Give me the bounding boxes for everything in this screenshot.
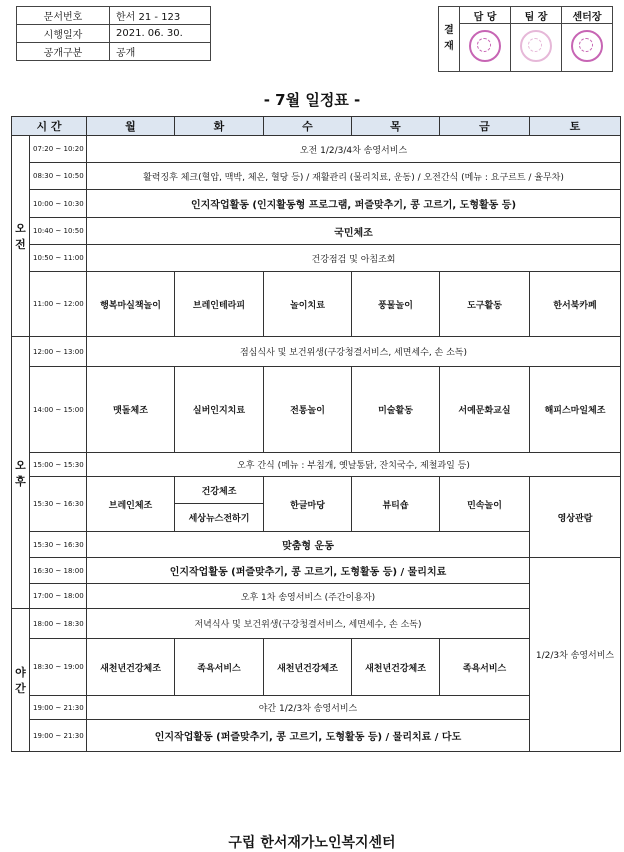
disclosure-label: 공개구분 [17, 43, 110, 61]
table-row [12, 532, 621, 558]
time-cell: 07:20 ~ 10:20 [30, 136, 87, 163]
sat-evening-cell: 1/2/3차 송영서비스 [530, 558, 621, 752]
header-day-mon: 월 [87, 117, 175, 136]
time-cell: 15:00 ~ 15:30 [30, 453, 87, 477]
time-cell: 10:40 ~ 10:50 [30, 218, 87, 245]
approval-stamp-director [562, 24, 613, 72]
program-cell-tue-bottom: 세상뉴스전하기 [175, 504, 264, 532]
time-cell: 18:00 ~ 18:30 [30, 609, 87, 639]
program-cell-fri: 민속놀이 [440, 477, 530, 532]
table-row [12, 245, 621, 272]
approval-role-staff: 담 당 [460, 7, 511, 24]
activity-cell: 야간 1/2/3차 송영서비스 [87, 696, 530, 720]
period-afternoon: 오 후 [12, 337, 30, 609]
activity-cell: 점심식사 및 보건위생(구강청결서비스, 세면세수, 손 소독) [87, 337, 621, 367]
program-cell-sat: 영상관람 [530, 477, 621, 558]
document-info-table [16, 6, 211, 61]
program-cell-wed: 놀이치료 [264, 272, 352, 337]
time-cell: 15:30 ~ 16:30 [30, 477, 87, 532]
program-cell-mon: 맷돌체조 [87, 367, 175, 453]
program-cell-thu: 새천년건강체조 [352, 639, 440, 696]
activity-cell: 건강점검 및 아침조회 [87, 245, 621, 272]
header-day-wed: 수 [264, 117, 352, 136]
program-cell-mon: 행복마실책놀이 [87, 272, 175, 337]
activity-cell: 오후 간식 (메뉴 : 부침개, 옛날통닭, 잔치국수, 제철과일 등) [87, 453, 621, 477]
table-row [12, 477, 621, 504]
program-cell-fri: 도구활동 [440, 272, 530, 337]
time-cell: 18:30 ~ 19:00 [30, 639, 87, 696]
approval-role-team-lead: 팀 장 [511, 7, 562, 24]
time-cell: 14:00 ~ 15:00 [30, 367, 87, 453]
table-row [12, 609, 621, 639]
program-cell-mon: 새천년건강체조 [87, 639, 175, 696]
program-cell-tue: 실버인지치료 [175, 367, 264, 453]
activity-cell: 인지작업활동 (퍼즐맞추기, 콩 고르기, 도형활동 등) / 물리치료 [87, 558, 530, 584]
seal-stamp-icon [520, 30, 552, 62]
program-cell-fri: 족욕서비스 [440, 639, 530, 696]
activity-cell: 국민체조 [87, 218, 621, 245]
activity-cell: 인지작업활동 (퍼즐맞추기, 콩 고르기, 도형활동 등) / 물리치료 / 다도 [87, 720, 530, 752]
program-cell-sat: 해피스마일체조 [530, 367, 621, 453]
program-cell-mon: 브레인체조 [87, 477, 175, 532]
approval-stamp-team-lead [511, 24, 562, 72]
period-evening: 야 간 [12, 609, 30, 752]
seal-stamp-icon [571, 30, 603, 62]
activity-cell: 오전 1/2/3/4차 송영서비스 [87, 136, 621, 163]
time-cell: 17:00 ~ 18:00 [30, 584, 87, 609]
header-row [12, 117, 621, 136]
header-day-tue: 화 [175, 117, 264, 136]
activity-cell: 인지작업활동 (인지활동형 프로그램, 퍼즐맞추기, 콩 고르기, 도형활동 등) [87, 190, 621, 218]
table-row [12, 190, 621, 218]
doc-number-row [17, 7, 211, 25]
table-row [12, 558, 621, 584]
disclosure-value: 공개 [110, 43, 211, 61]
table-row [12, 163, 621, 190]
issue-date-label: 시행일자 [17, 25, 110, 43]
approval-label: 결 재 [439, 7, 460, 72]
time-cell: 19:00 ~ 21:30 [30, 720, 87, 752]
program-cell-sat: 한서북카페 [530, 272, 621, 337]
activity-cell: 활력징후 체크(혈압, 맥박, 체온, 혈당 등) / 재활관리 (물리치료, 운동) / 오전간식 (메뉴 : 요구르트 / 율무차) [87, 163, 621, 190]
program-cell-wed: 한글마당 [264, 477, 352, 532]
table-row [12, 367, 621, 453]
activity-cell: 저녁식사 및 보건위생(구강청결서비스, 세면세수, 손 소독) [87, 609, 530, 639]
issue-date-value: 2021. 06. 30. [110, 25, 211, 43]
time-cell: 10:00 ~ 10:30 [30, 190, 87, 218]
doc-number-value: 한서 21 - 123 [110, 7, 211, 25]
disclosure-row [17, 43, 211, 61]
period-morning: 오 전 [12, 136, 30, 337]
program-cell-thu: 뷰티숍 [352, 477, 440, 532]
program-cell-wed: 새천년건강체조 [264, 639, 352, 696]
program-cell-tue: 족욕서비스 [175, 639, 264, 696]
time-cell: 10:50 ~ 11:00 [30, 245, 87, 272]
time-cell: 12:00 ~ 13:00 [30, 337, 87, 367]
time-cell: 08:30 ~ 10:50 [30, 163, 87, 190]
program-cell-thu: 풍물놀이 [352, 272, 440, 337]
program-cell-fri: 서예문화교실 [440, 367, 530, 453]
program-cell-thu: 미술활동 [352, 367, 440, 453]
table-row [12, 272, 621, 337]
issue-date-row [17, 25, 211, 43]
table-row [12, 218, 621, 245]
header-time: 시 간 [12, 117, 87, 136]
approval-stamp-staff [460, 24, 511, 72]
table-row [12, 584, 621, 609]
table-row [12, 639, 621, 696]
doc-number-label: 문서번호 [17, 7, 110, 25]
program-cell-tue: 브레인테라피 [175, 272, 264, 337]
table-row [12, 337, 621, 367]
table-row [12, 453, 621, 477]
time-cell: 15:30 ~ 16:30 [30, 532, 87, 558]
time-cell: 11:00 ~ 12:00 [30, 272, 87, 337]
header-day-fri: 금 [440, 117, 530, 136]
approval-role-director: 센터장 [562, 7, 613, 24]
schedule-table [11, 116, 621, 752]
header-day-sat: 토 [530, 117, 621, 136]
time-cell: 19:00 ~ 21:30 [30, 696, 87, 720]
page-title: - 7월 일정표 - [263, 91, 361, 109]
table-row [12, 136, 621, 163]
organization-name: 구립 한서재가노인복지센터 [228, 835, 396, 851]
program-cell-tue-top: 건강체조 [175, 477, 264, 504]
approval-table [438, 6, 613, 72]
header-day-thu: 목 [352, 117, 440, 136]
activity-cell: 맞춤형 운동 [87, 532, 530, 558]
seal-stamp-icon [469, 30, 501, 62]
table-row [12, 696, 621, 720]
table-row [12, 720, 621, 752]
time-cell: 16:30 ~ 18:00 [30, 558, 87, 584]
activity-cell: 오후 1차 송영서비스 (주간이용자) [87, 584, 530, 609]
program-cell-wed: 전통놀이 [264, 367, 352, 453]
